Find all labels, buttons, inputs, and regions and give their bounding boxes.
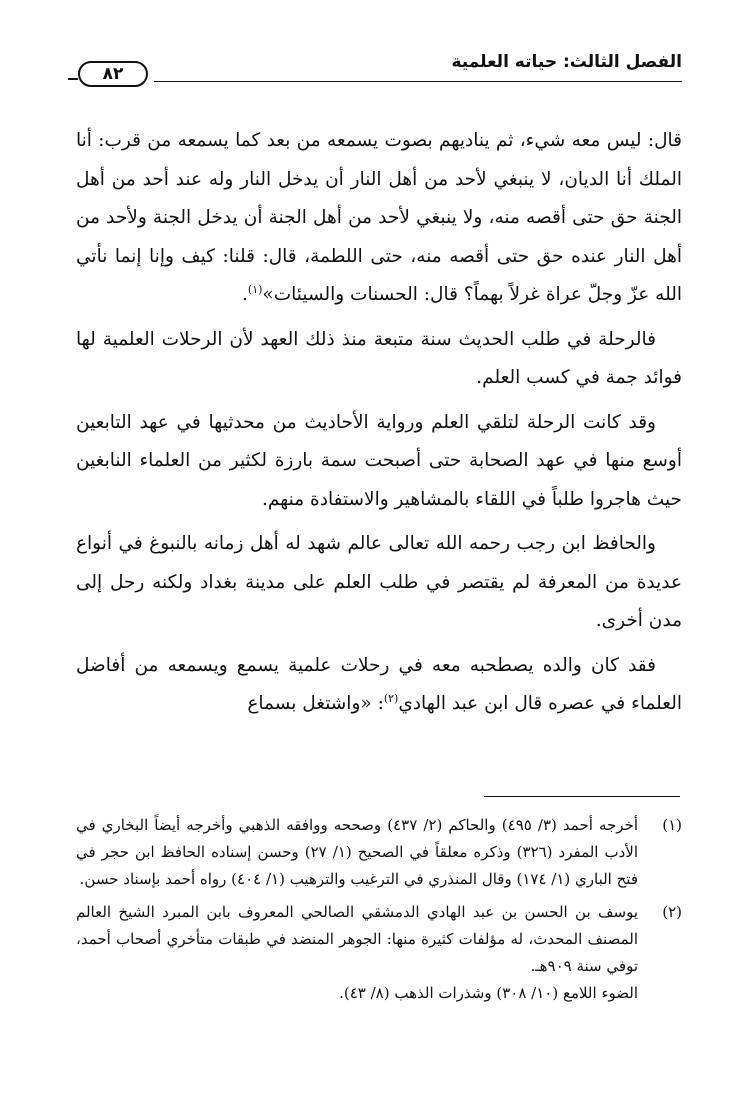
footnote-ref-1: (١) bbox=[247, 282, 263, 296]
footnote-1 bbox=[76, 812, 682, 893]
footnote-text: أخرجه أحمد (٣/ ٤٩٥) والحاكم (٢/ ٤٣٧) وصححه ووافقه الذهبي وأخرجه أيضاً البخاري في الأدب المفرد (٣٢٦) وذكره معلقاً في الصحيح (١/ ٢٧) وحسن إسناده الحافظ ابن حجر في فتح الباري (١/ ١٧٤) وقال المنذري في الترغيب والترهيب (١/ ٤٠٤) رواه أحمد بإسناد حسن. bbox=[76, 816, 639, 888]
footnote-number: (١) bbox=[662, 816, 682, 834]
page-number: ٨٢ bbox=[78, 61, 148, 87]
footnotes bbox=[76, 812, 682, 1013]
footnote-number: (٢) bbox=[662, 903, 682, 921]
footnote-ref-2: (٢) bbox=[383, 691, 399, 705]
footnote-text: يوسف بن الحسن بن عبد الهادي الدمشقي الصالحي المعروف بابن المبرد الشيخ العالم المصنف المحدث، له مؤلفات كثيرة منها: الجوهر المنضد في طبقات متأخري أصحاب أحمد، توفي سنة ٩٠٩هـ. bbox=[76, 903, 638, 975]
paragraph-3: وقد كانت الرحلة لتلقي العلم ورواية الأحاديث من محدثيها في عهد التابعين أوسع منها في عهد الصحابة حتى أصبحت سمة بارزة لكثير من العلماء النابغين حيث هاجروا طلباً في اللقاء بالمشاهير والاستفادة منهم. bbox=[76, 411, 682, 510]
footnote-source: الضوء اللامع (١٠/ ٣٠٨) وشذرات الذهب (٨/ ٤٣). bbox=[339, 984, 638, 1002]
footnote-2 bbox=[76, 899, 682, 1007]
footnote-separator bbox=[484, 796, 680, 797]
paragraph-1: قال: ليس معه شيء، ثم يناديهم بصوت يسمعه من بعد كما يسمعه من قرب: أنا الملك أنا الديان، لا ينبغي لأحد من أهل النار أن يدخل النار وله عند أحد من أهل الجنة حق حتى أقصه منه، ولا ينبغي لأحد من أهل الجنة أن يدخل الجنة ولأحد من أهل النار عنده حق حتى أقصه منه، حتى اللطمة، قال: قلنا: كيف وإنا إنما نأتي الله عزّ وجلّ عراة غرلاً بهماً؟ قال: الحسنات والسيئات»$^{(١)}$. bbox=[76, 130, 682, 305]
main-text bbox=[76, 122, 682, 724]
header-rule-tail bbox=[68, 78, 78, 80]
paragraph-2: فالرحلة في طلب الحديث سنة متبعة منذ ذلك العهد لأن الرحلات العلمية لها فوائد جمة في كسب العلم. bbox=[76, 328, 682, 388]
page-header bbox=[78, 48, 682, 94]
header-rule bbox=[154, 81, 682, 82]
running-title: الفصل الثالث: حياته العلمية bbox=[451, 52, 682, 72]
paragraph-5: فقد كان والده يصطحبه معه في رحلات علمية يسمع ويسمعه من أفاضل العلماء في عصره قال ابن عبد الهادي$^{(٢)}$: «واشتغل بسماع bbox=[76, 654, 682, 714]
paragraph-4: والحافظ ابن رجب رحمه الله تعالى عالم شهد له أهل زمانه بالنبوغ في أنواع عديدة من المعرفة لم يقتصر في طلب العلم على مدينة بغداد ولكنه رحل إلى مدن أخرى. bbox=[76, 533, 682, 631]
